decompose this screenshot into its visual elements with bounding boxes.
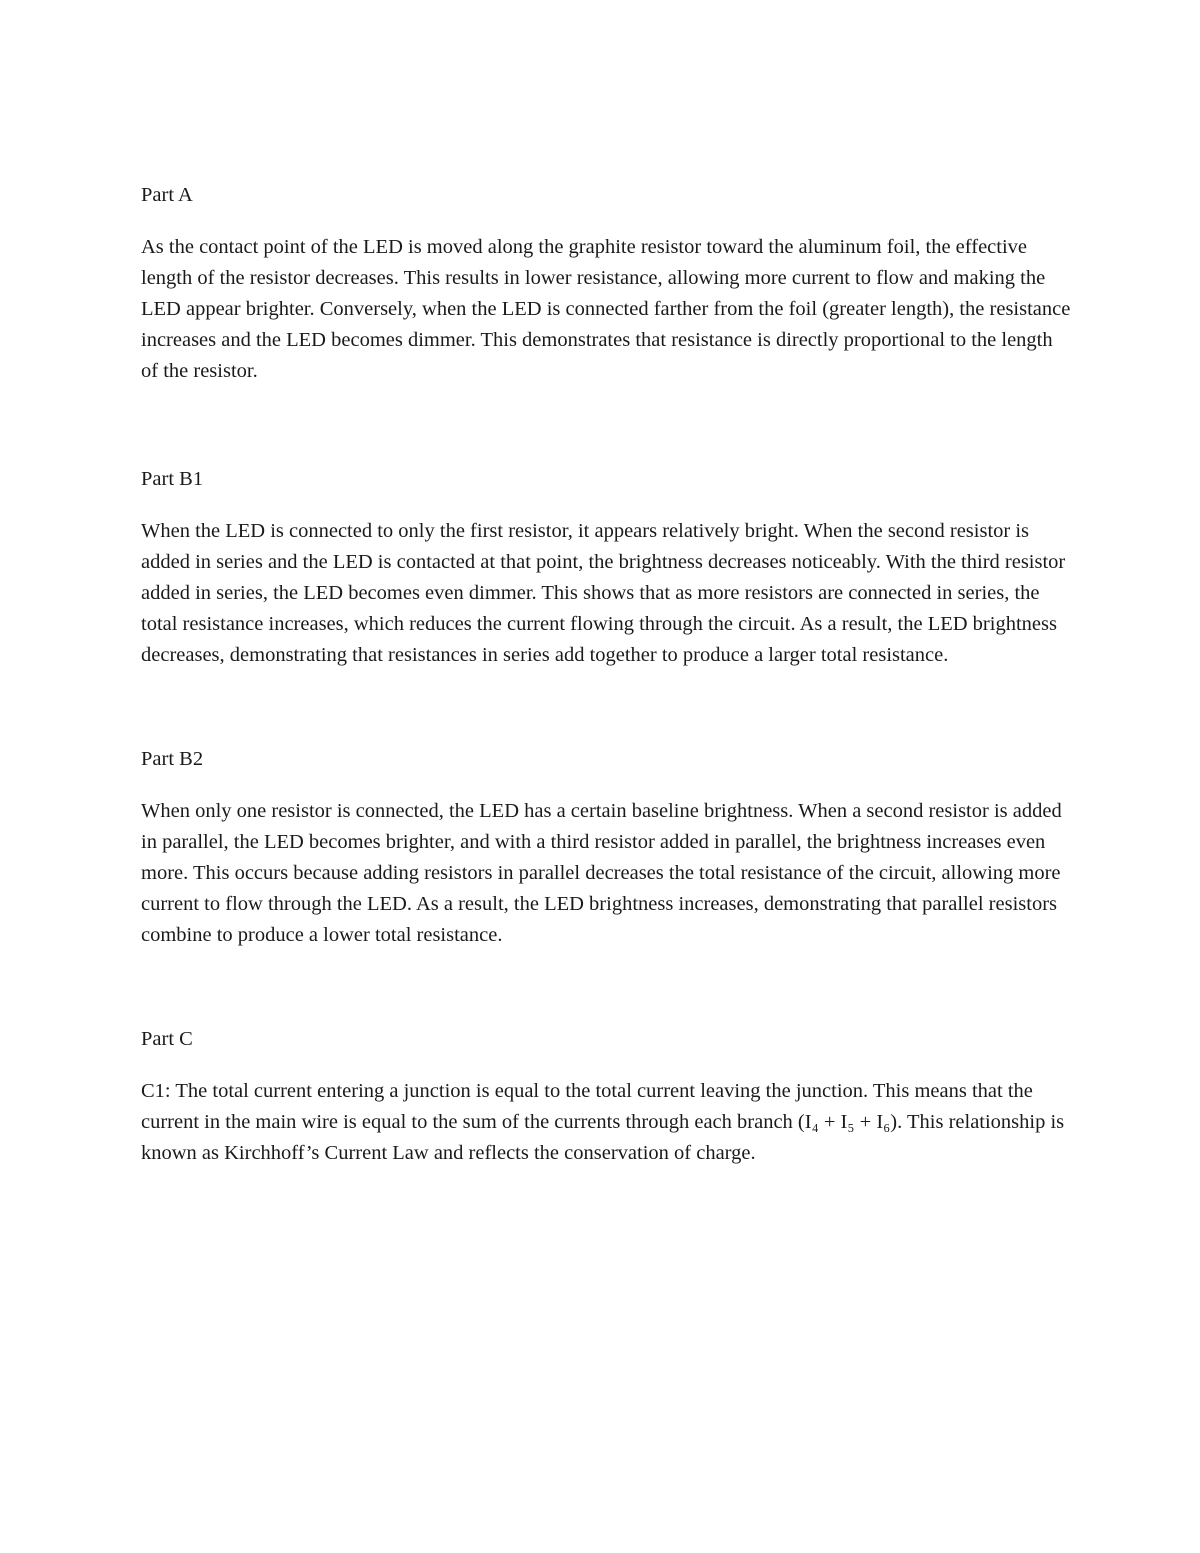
section-part-b1 [141, 464, 1071, 671]
spacer [141, 1055, 1071, 1076]
section-part-c [141, 1024, 1071, 1169]
heading-part-a: Part A [141, 184, 193, 206]
heading-part-b1: Part B1 [141, 468, 204, 490]
section-part-a [141, 180, 1071, 387]
paragraph-part-b2: When only one resistor is connected, the LED has a certain baseline brightness. When a second resistor is added in parallel, the LED becomes brighter, and with a third resistor added in parallel, the brightness increases even more. This occurs because adding resistors in parallel decreases the total resistance of the circuit, allowing more current to flow through the LED. As a result, the LED brightness increases, demonstrating that parallel resistors combine to produce a lower total resistance. [141, 800, 1062, 946]
paragraph-part-b1: When the LED is connected to only the first resistor, it appears relatively bright. When the second resistor is added in series and the LED is contacted at that point, the brightness decreases noticeably. With the third resistor added in series, the LED becomes even dimmer. This shows that as more resistors are connected in series, the total resistance increases, which reduces the current flowing through the circuit. As a result, the LED brightness decreases, demonstrating that resistances in series add together to produce a larger total resistance. [141, 520, 1066, 666]
spacer [141, 211, 1071, 232]
paragraph-part-a: As the contact point of the LED is moved along the graphite resistor toward the aluminum foil, the effective length of the resistor decreases. This results in lower resistance, allowing more current to flow and making the LED appear brighter. Conversely, when the LED is connected farther from the foil (greater length), the resistance increases and the LED becomes dimmer. This demonstrates that resistance is directly proportional to the length of the resistor. [141, 236, 1071, 382]
paragraph-part-c: C1: The total current entering a junction is equal to the total current leaving the junction. This means that the current in the main wire is equal to the sum of the currents through each branch (I₄ + I₅ + I₆). This relationship is known as Kirchhoff’s Current Law and reflects the conservation of charge. [141, 1080, 1065, 1164]
spacer [141, 775, 1071, 796]
section-part-b2 [141, 744, 1071, 951]
heading-part-b2: Part B2 [141, 748, 204, 770]
heading-part-c: Part C [141, 1028, 193, 1050]
spacer [141, 495, 1071, 516]
